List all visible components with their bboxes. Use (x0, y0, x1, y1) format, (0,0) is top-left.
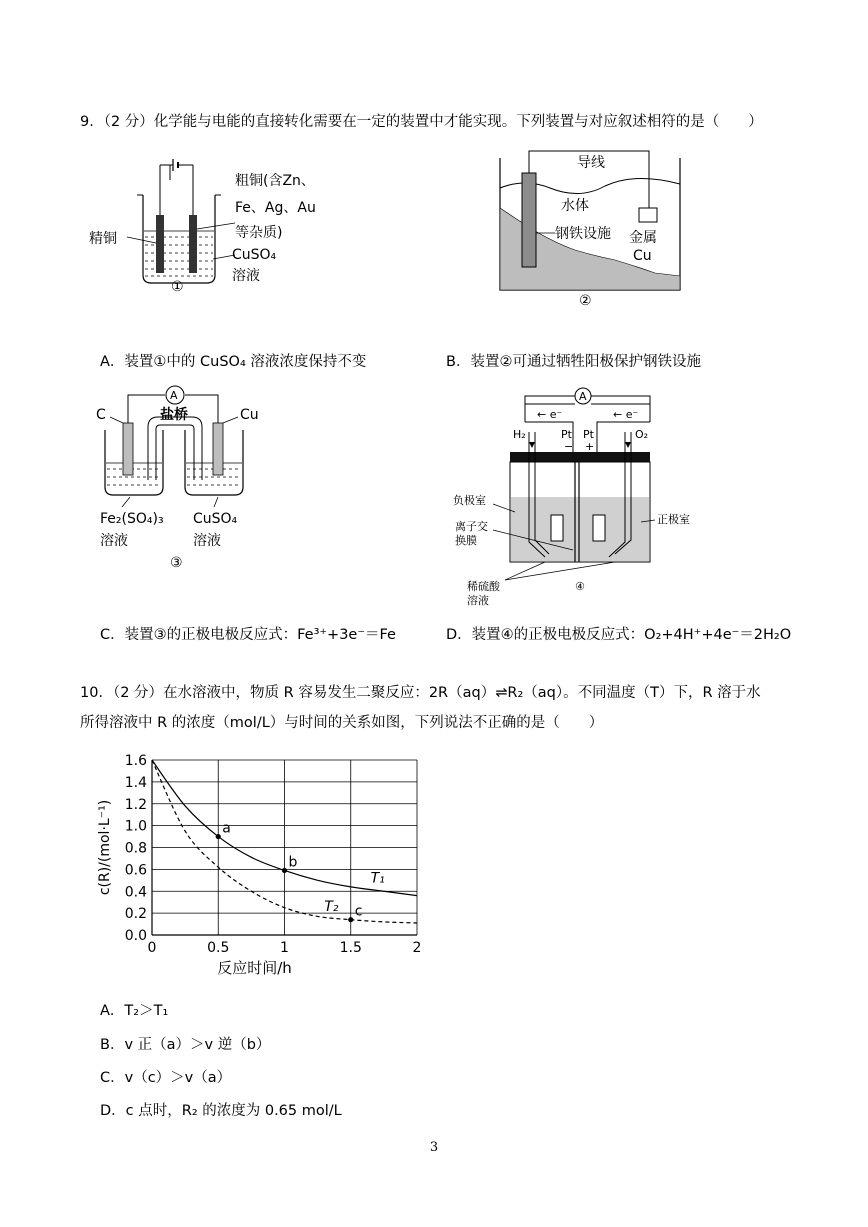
y-tick-label: 0.8 (124, 840, 147, 857)
fig3-left-electrode-label: C (96, 407, 106, 423)
y-tick-label: 0.6 (124, 862, 147, 879)
fig3-number: ③ (170, 555, 183, 571)
fig1-solution-label-1: CuSO₄ (232, 247, 277, 263)
fig2-steel-label: 钢铁设施 (555, 226, 611, 242)
x-tick-label: 0 (147, 940, 157, 956)
fig3-left-solution-2: 溶液 (100, 533, 128, 549)
figure-3-galvanic-cell (90, 385, 280, 575)
fig4-electron-left: ← e⁻ (537, 408, 563, 421)
concentration-time-chart (95, 745, 435, 985)
fig2-metal-label-1: 金属 (629, 230, 657, 246)
y-tick-label: 1.0 (124, 818, 147, 835)
fig2-metal-label-2: Cu (633, 248, 652, 264)
fig1-anode-label-2: Fe、Ag、Au (235, 200, 316, 216)
fig4-number: ④ (575, 580, 585, 593)
q9-option-a: A．装置①中的 CuSO₄ 溶液浓度保持不变 (100, 354, 367, 370)
series-label-t1: T₁ (370, 870, 385, 887)
y-tick-label: 0.2 (124, 906, 147, 923)
fig4-pt-right: Pt (583, 428, 594, 441)
data-point-a (216, 834, 221, 839)
x-tick-label: 0.5 (207, 940, 230, 956)
figure-4-drawing (445, 382, 725, 612)
fig4-plus: + (585, 440, 595, 453)
series-label-t2: T₂ (324, 898, 339, 915)
fig3-left-solution-1: Fe₂(SO₄)₃ (100, 511, 164, 527)
q10-option-d: D．c 点时，R₂ 的浓度为 0.65 mol/L (100, 1103, 342, 1119)
fig2-wire-label: 导线 (577, 155, 605, 171)
y-axis-label: c(R)/(mol·L⁻¹) (97, 799, 113, 896)
q10-stem-line-1: 10．（2 分）在水溶液中，物质 R 容易发生二聚反应：2R（aq）⇌R₂（aq）。不同温度（T）下，R 溶于水 (80, 685, 761, 701)
fig3-right-electrode-label: Cu (240, 407, 259, 423)
fig3-right-solution-2: 溶液 (193, 533, 221, 549)
fig4-acid-1: 稀硫酸 (467, 580, 500, 593)
fig3-salt-bridge-label: 盐桥 (160, 407, 188, 423)
q10-option-a: A．T₂＞T₁ (100, 1003, 169, 1019)
fig1-number: ① (171, 279, 184, 295)
fig4-h2-label: H₂ (513, 428, 526, 441)
fig4-electron-right: ← e⁻ (613, 408, 639, 421)
fig1-anode-label-1: 粗铜(含Zn、 (235, 173, 315, 189)
fig4-pt-left: Pt (561, 428, 572, 441)
fig4-neg-room: 负极室 (453, 494, 486, 507)
y-tick-label: 0.4 (124, 884, 147, 901)
x-axis-label: 反应时间/h (217, 959, 292, 977)
fig4-membrane-2: 换膜 (455, 534, 477, 547)
fig4-acid-2: 溶液 (467, 594, 489, 607)
figure-1-electrolysis (85, 155, 355, 295)
fig2-water-label: 水体 (561, 198, 589, 214)
fig4-ammeter-label: A (579, 390, 587, 403)
q10-option-b: B．v 正（a）＞v 逆（b） (100, 1037, 271, 1053)
page-number: 3 (429, 1140, 439, 1155)
fig4-pos-room: 正极室 (657, 513, 690, 526)
fig1-solution-label-2: 溶液 (232, 268, 260, 284)
fig2-number: ② (579, 293, 592, 309)
q9-option-d: D．装置④的正极电极反应式：O₂+4H⁺+4e⁻＝2H₂O (446, 627, 792, 643)
x-tick-label: 1.5 (339, 940, 362, 956)
q9-stem: 9．（2 分）化学能与电能的直接转化需要在一定的装置中才能实现。下列装置与对应叙述相符的是（ ） (80, 114, 763, 130)
data-point-c (348, 917, 353, 922)
q10-option-c: C．v（c）＞v（a） (100, 1070, 232, 1086)
chart-svg (95, 745, 435, 985)
x-tick-label: 1 (280, 940, 289, 956)
q10-stem-line-2: 所得溶液中 R 的浓度（mol/L）与时间的关系如图，下列说法不正确的是（ ） (80, 715, 604, 731)
q9-option-b: B．装置②可通过牺牲阳极保护钢铁设施 (446, 354, 701, 370)
data-point-label-c: c (354, 903, 363, 920)
data-point-b (282, 868, 287, 873)
fig4-membrane-1: 离子交 (455, 520, 488, 533)
x-tick-label: 2 (412, 940, 422, 956)
figure-4-fuel-cell (445, 382, 725, 612)
y-tick-label: 1.4 (124, 774, 147, 791)
data-point-label-b: b (288, 854, 298, 871)
y-tick-label: 1.6 (124, 753, 147, 769)
q9-option-c: C．装置③的正极电极反应式：Fe³⁺+3e⁻＝Fe (100, 627, 396, 643)
y-tick-label: 0.0 (124, 928, 147, 944)
y-tick-label: 1.2 (124, 796, 147, 813)
fig4-minus: − (564, 440, 574, 453)
fig4-o2-label: O₂ (635, 428, 649, 441)
fig3-ammeter-label: A (170, 389, 178, 402)
figure-2-corrosion (495, 148, 705, 313)
fig3-right-solution-1: CuSO₄ (193, 511, 238, 527)
fig1-anode-label-3: 等杂质) (235, 225, 283, 241)
fig1-cathode-label: 精铜 (89, 231, 117, 247)
data-point-label-a: a (222, 820, 231, 837)
